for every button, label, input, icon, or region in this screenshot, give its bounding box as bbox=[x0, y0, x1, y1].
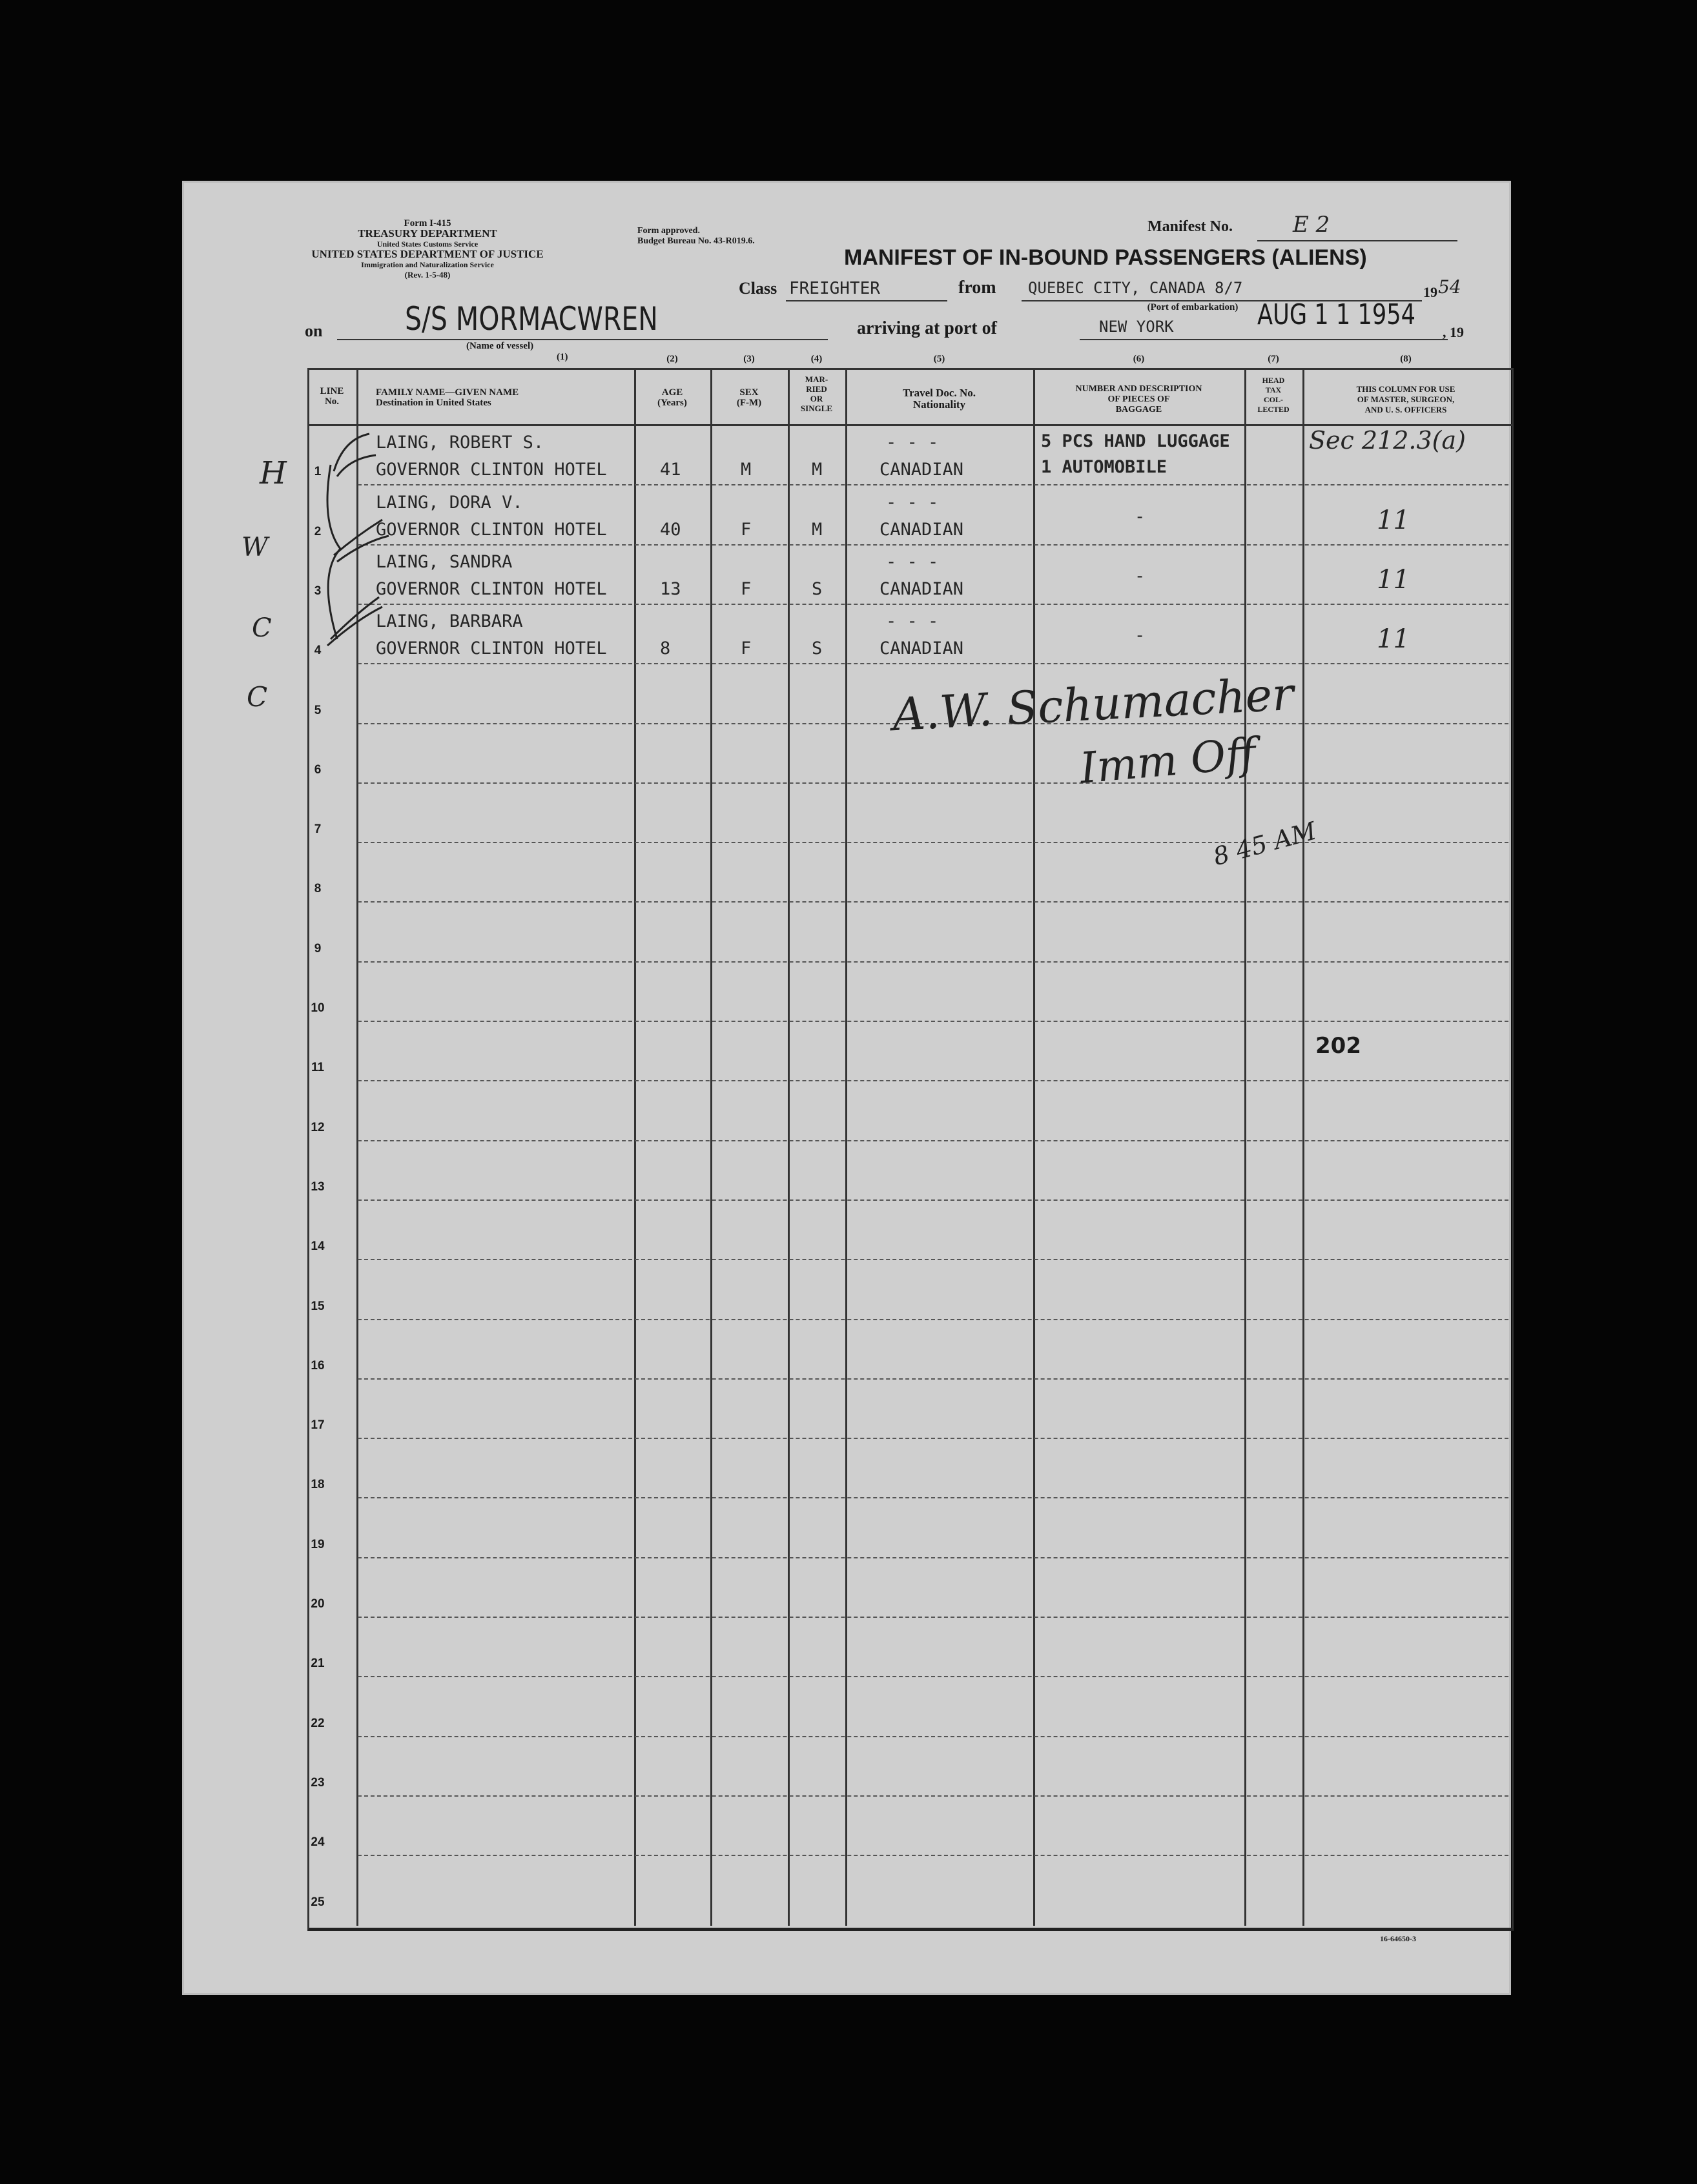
line-number: 7 bbox=[314, 822, 322, 837]
line-number: 25 bbox=[311, 1895, 325, 1909]
col-num-2: (2) bbox=[666, 354, 678, 364]
row-line bbox=[358, 782, 1508, 784]
passenger-baggage-2: 1 AUTOMOBILE bbox=[1041, 457, 1167, 478]
budget-bureau: Budget Bureau No. 43-R019.6. bbox=[637, 236, 755, 246]
passenger-nationality: CANADIAN bbox=[879, 519, 964, 540]
customs-service: United States Customs Service bbox=[376, 240, 478, 249]
row-line bbox=[358, 961, 1508, 963]
manifest-title: MANIFEST OF IN-BOUND PASSENGERS (ALIENS) bbox=[844, 245, 1367, 270]
row-line bbox=[358, 1617, 1508, 1618]
arriving-label: arriving at port of bbox=[857, 318, 997, 338]
col-head-marital: MAR- RIED OR SINGLE bbox=[800, 374, 833, 413]
from-value: QUEBEC CITY, CANADA 8/7 bbox=[1028, 279, 1243, 297]
col-divider bbox=[1302, 368, 1304, 1926]
col-head-age: AGE (Years) bbox=[657, 387, 687, 408]
row-line bbox=[358, 1497, 1508, 1498]
year-prefix: 19 bbox=[1423, 284, 1437, 300]
passenger-destination: GOVERNOR CLINTON HOTEL bbox=[376, 460, 607, 480]
arriving-port: NEW YORK bbox=[1099, 318, 1174, 336]
col-divider bbox=[788, 368, 790, 1926]
line-number: 14 bbox=[311, 1240, 325, 1254]
line-number: 19 bbox=[311, 1537, 325, 1551]
form-revision: (Rev. 1-5-48) bbox=[404, 270, 451, 280]
row-line bbox=[358, 901, 1508, 903]
col-num-5: (5) bbox=[933, 354, 945, 364]
arrival-stamp: AUG 1 1 1954 bbox=[1257, 298, 1416, 331]
passenger-doc: - - - bbox=[886, 492, 939, 513]
passenger-age: 13 bbox=[660, 578, 681, 599]
vessel-col-num: (1) bbox=[557, 352, 568, 362]
passenger-sex: F bbox=[741, 638, 752, 659]
col-head-officers: THIS COLUMN FOR USE OF MASTER, SURGEON, AND U. S. OFFICERS bbox=[1356, 384, 1455, 414]
manifest-table bbox=[307, 368, 1514, 1931]
row-line bbox=[358, 1021, 1508, 1022]
arrival-year-suffix: , 19 bbox=[1443, 324, 1464, 340]
col-divider bbox=[845, 368, 847, 1926]
on-label: on bbox=[305, 321, 323, 340]
from-label: from bbox=[958, 278, 996, 298]
col-num-6: (6) bbox=[1133, 354, 1145, 364]
row-line bbox=[358, 484, 1508, 485]
ins-service: Immigration and Naturalization Service bbox=[361, 260, 494, 269]
row-line bbox=[358, 1319, 1508, 1320]
line-number: 2 bbox=[314, 524, 322, 538]
line-number: 11 bbox=[311, 1061, 325, 1075]
line-number: 9 bbox=[314, 941, 322, 955]
passenger-baggage: - bbox=[1135, 626, 1146, 646]
relation-mark-2: W bbox=[242, 533, 269, 562]
row-line bbox=[358, 1140, 1508, 1141]
line-number: 1 bbox=[314, 465, 322, 479]
col-divider bbox=[634, 368, 636, 1926]
passenger-baggage: - bbox=[1135, 566, 1146, 586]
col-divider bbox=[1244, 368, 1246, 1926]
col-head-doc: Travel Doc. No. Nationality bbox=[903, 387, 976, 411]
manifest-no-value: E 2 bbox=[1293, 212, 1330, 238]
passenger-destination: GOVERNOR CLINTON HOTEL bbox=[376, 638, 607, 659]
passenger-age: 41 bbox=[660, 460, 681, 480]
justice-dept: UNITED STATES DEPARTMENT OF JUSTICE bbox=[311, 248, 544, 260]
line-number: 18 bbox=[311, 1478, 325, 1492]
line-number: 6 bbox=[314, 762, 322, 777]
row-line bbox=[358, 1378, 1508, 1380]
col-head-line: LINE No. bbox=[320, 386, 344, 407]
row-line bbox=[358, 544, 1508, 546]
col-divider bbox=[710, 368, 712, 1926]
passenger-nationality: CANADIAN bbox=[879, 460, 964, 480]
relation-mark-1: H bbox=[260, 455, 287, 491]
passenger-nationality: CANADIAN bbox=[879, 638, 964, 659]
line-number: 23 bbox=[311, 1775, 325, 1790]
class-line bbox=[786, 300, 947, 301]
passenger-sex: M bbox=[741, 460, 752, 480]
stamp-number: 202 bbox=[1315, 1033, 1361, 1059]
passenger-doc: - - - bbox=[886, 611, 939, 632]
vessel-name-label: (Name of vessel) bbox=[466, 341, 534, 351]
passenger-marital: M bbox=[812, 519, 823, 540]
col-head-name: FAMILY NAME—GIVEN NAME Destination in United States bbox=[376, 387, 519, 408]
passenger-age: 40 bbox=[660, 519, 681, 540]
row-line bbox=[358, 1259, 1508, 1260]
passenger-destination: GOVERNOR CLINTON HOTEL bbox=[376, 578, 607, 599]
line-number: 5 bbox=[314, 703, 322, 717]
row-line bbox=[358, 1557, 1508, 1558]
passenger-sex: F bbox=[741, 578, 752, 599]
passenger-marital: M bbox=[812, 460, 823, 480]
line-number: 20 bbox=[311, 1597, 325, 1611]
manifest-no-label: Manifest No. bbox=[1147, 218, 1233, 235]
port-embarkation-label: (Port of embarkation) bbox=[1147, 302, 1239, 312]
row-line bbox=[358, 1080, 1508, 1081]
row-line bbox=[358, 1855, 1508, 1856]
line-number: 4 bbox=[314, 644, 322, 658]
row-line bbox=[358, 1736, 1508, 1737]
row-line bbox=[358, 663, 1508, 664]
line-number: 17 bbox=[311, 1418, 325, 1433]
class-value: FREIGHTER bbox=[789, 279, 880, 298]
form-header-left bbox=[285, 218, 570, 280]
form-approved: Form approved. bbox=[637, 226, 700, 236]
officer-signature: A.W. Schumacher bbox=[891, 667, 1295, 742]
col-head-sex: SEX (F-M) bbox=[736, 387, 762, 408]
line-number: 15 bbox=[311, 1299, 325, 1313]
row-line bbox=[358, 1676, 1508, 1677]
officer-note: 11 bbox=[1377, 624, 1410, 655]
passenger-destination: GOVERNOR CLINTON HOTEL bbox=[376, 519, 607, 540]
passenger-nationality: CANADIAN bbox=[879, 578, 964, 599]
col-divider bbox=[1033, 368, 1035, 1926]
form-number: Form I-415 bbox=[404, 218, 451, 229]
officer-note: 11 bbox=[1377, 505, 1410, 535]
line-number: 3 bbox=[314, 584, 322, 598]
line-number: 10 bbox=[311, 1001, 325, 1015]
passenger-name: LAING, DORA V. bbox=[376, 492, 523, 513]
officer-title: Imm Off bbox=[1078, 728, 1258, 793]
footer-code: 16-64650-3 bbox=[1380, 1934, 1416, 1943]
passenger-name: LAING, ROBERT S. bbox=[376, 433, 544, 453]
arrival-time: 8 45 AM bbox=[1210, 816, 1319, 872]
line-number: 8 bbox=[314, 882, 322, 896]
passenger-marital: S bbox=[812, 578, 823, 599]
year-handwritten: 54 bbox=[1438, 276, 1461, 298]
col-num-4: (4) bbox=[810, 354, 823, 364]
line-number: 24 bbox=[311, 1835, 325, 1850]
passenger-doc: - - - bbox=[886, 433, 939, 453]
row-line bbox=[358, 1199, 1508, 1201]
passenger-name: LAING, BARBARA bbox=[376, 611, 523, 632]
form-approval bbox=[637, 226, 755, 247]
vessel-name: S/S MORMACWREN bbox=[405, 300, 658, 338]
col-num-7: (7) bbox=[1268, 354, 1279, 364]
relation-bracket-marks bbox=[260, 426, 402, 704]
passenger-baggage: 5 PCS HAND LUGGAGE bbox=[1041, 431, 1230, 452]
passenger-name: LAING, SANDRA bbox=[376, 551, 513, 572]
line-number: 22 bbox=[311, 1716, 325, 1730]
row-line bbox=[358, 604, 1508, 605]
passenger-doc: - - - bbox=[886, 551, 939, 572]
col-num-3: (3) bbox=[743, 354, 755, 364]
row-line bbox=[358, 1438, 1508, 1439]
relation-mark-3: C bbox=[252, 613, 272, 643]
manifest-page bbox=[182, 181, 1511, 1995]
line-number: 21 bbox=[311, 1657, 325, 1671]
vessel-line bbox=[337, 339, 828, 340]
passenger-sex: F bbox=[741, 519, 752, 540]
officer-note: Sec 212.3(a) bbox=[1309, 426, 1466, 455]
officer-note: 11 bbox=[1377, 564, 1410, 595]
relation-mark-4: C bbox=[247, 681, 268, 713]
line-number: 13 bbox=[311, 1179, 325, 1194]
col-head-baggage: NUMBER AND DESCRIPTION OF PIECES OF BAGGAGE bbox=[1075, 384, 1202, 414]
arriving-line bbox=[1080, 339, 1448, 340]
line-number: 12 bbox=[311, 1120, 325, 1134]
col-head-tax: HEAD TAX COL- LECTED bbox=[1257, 376, 1290, 414]
line-number: 16 bbox=[311, 1358, 325, 1373]
row-line bbox=[358, 1795, 1508, 1797]
manifest-no-line bbox=[1257, 240, 1457, 241]
passenger-baggage: - bbox=[1135, 506, 1146, 527]
passenger-marital: S bbox=[812, 638, 823, 659]
passenger-age: 8 bbox=[660, 638, 671, 659]
col-num-8: (8) bbox=[1400, 354, 1412, 364]
row-line bbox=[358, 842, 1508, 843]
treasury-dept: TREASURY DEPARTMENT bbox=[358, 227, 497, 240]
class-label: Class bbox=[739, 279, 777, 298]
